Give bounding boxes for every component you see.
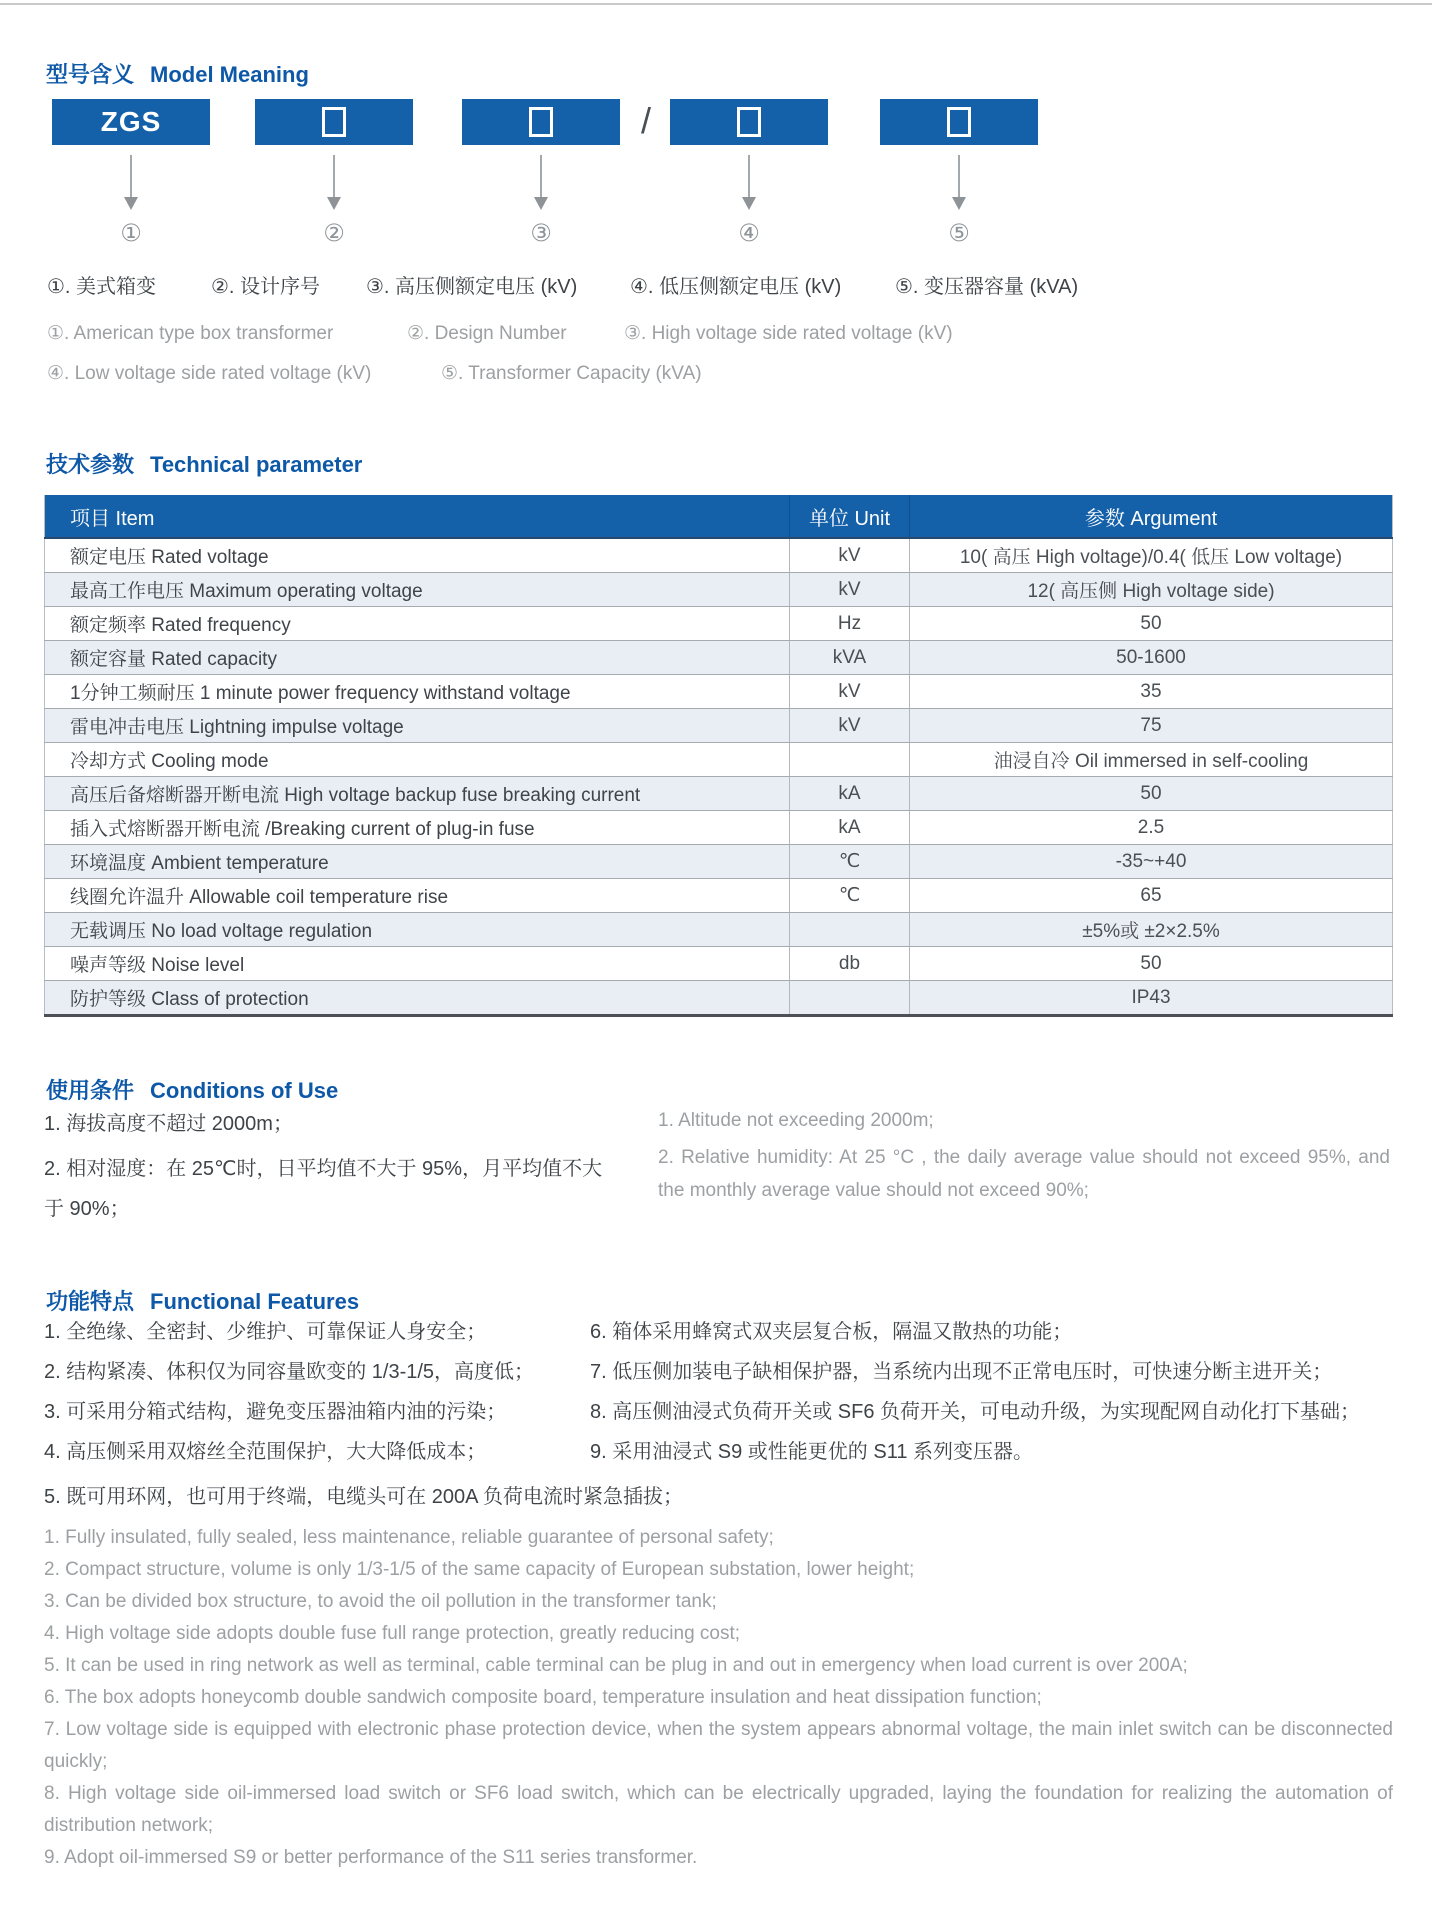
circled-number-5: ⑤ [948, 220, 970, 247]
technical-parameter-table [44, 495, 1393, 1017]
cell-item: 额定容量 Rated capacity [45, 641, 790, 675]
cell-argument: IP43 [910, 981, 1393, 1016]
table-row [45, 947, 1393, 981]
cell-argument: -35~+40 [910, 845, 1393, 879]
placeholder-box-icon [322, 107, 346, 137]
feature-item-cn: 4. 高压侧采用双熔丝全范围保护，大大降低成本； [44, 1441, 487, 1463]
cell-argument: 2.5 [910, 811, 1393, 845]
circled-number-4: ④ [738, 220, 760, 247]
model-label-en-5: ⑤. Transformer Capacity (kVA) [441, 363, 702, 384]
cell-unit: Hz [790, 607, 910, 641]
table-row [45, 743, 1393, 777]
table-row [45, 777, 1393, 811]
model-label-en-4: ④. Low voltage side rated voltage (kV) [47, 363, 372, 384]
feature-item-en: 6. The box adopts honeycomb double sandwich composite board, temperature insulation and heat dissipation function; [44, 1687, 1042, 1708]
model-label-cn-4: ④. 低压侧额定电压 (kV) [630, 276, 842, 298]
section-title-model-meaning [46, 58, 309, 89]
cell-item: 额定电压 Rated voltage [45, 538, 790, 573]
table-row [45, 845, 1393, 879]
model-label-cn-5: ⑤. 变压器容量 (kVA) [895, 276, 1079, 298]
cell-argument: ±5%或 ±2×2.5% [910, 913, 1393, 947]
section-title-conditions-of-use [46, 1074, 338, 1105]
table-row [45, 811, 1393, 845]
features-list-en [44, 1522, 1393, 1874]
features-list-cn-left [44, 1312, 589, 1472]
column-header-argument: 参数 Argument [910, 495, 1393, 538]
cell-item: 线圈允许温升 Allowable coil temperature rise [45, 879, 790, 913]
section-title-cn: 技术参数 [46, 452, 135, 478]
cell-argument: 50-1600 [910, 641, 1393, 675]
feature-item-cn: 6. 箱体采用蜂窝式双夹层复合板，隔温又散热的功能； [590, 1321, 1073, 1343]
cell-unit [790, 981, 910, 1016]
condition-item-en: 2. Relative humidity: At 25 °C , the daily average value should not exceed 95%, and the monthly average value should not exceed 90%; [658, 1147, 1390, 1201]
cell-item: 高压后备熔断器开断电流 High voltage backup fuse breaking current [45, 777, 790, 811]
section-title-cn: 型号含义 [46, 62, 135, 88]
column-header-unit: 单位 Unit [790, 495, 910, 538]
cell-item: 无载调压 No load voltage regulation [45, 913, 790, 947]
cell-argument: 12( 高压侧 High voltage side) [910, 573, 1393, 607]
condition-item-cn: 1. 海拔高度不超过 2000m； [44, 1113, 293, 1135]
down-arrow-icon [534, 155, 548, 210]
cell-argument: 50 [910, 607, 1393, 641]
cell-unit: kV [790, 573, 910, 607]
cell-item: 1分钟工频耐压 1 minute power frequency withstand voltage [45, 675, 790, 709]
table-row [45, 538, 1393, 573]
section-title-en: Functional Features [150, 1289, 360, 1315]
placeholder-box-icon [529, 107, 553, 137]
cell-argument: 75 [910, 709, 1393, 743]
model-box-4 [670, 99, 828, 145]
model-box-2 [255, 99, 413, 145]
cell-argument: 50 [910, 777, 1393, 811]
model-label-cn-1: ①. 美式箱变 [47, 276, 157, 298]
feature-item-en: 4. High voltage side adopts double fuse full range protection, greatly reducing cost; [44, 1623, 741, 1644]
table-row [45, 879, 1393, 913]
condition-item-en: 1. Altitude not exceeding 2000m; [658, 1110, 934, 1131]
cell-unit: kA [790, 777, 910, 811]
down-arrow-icon [327, 155, 341, 210]
model-label-en-1: ①. American type box transformer [47, 323, 334, 344]
features-list-cn-right [590, 1312, 1393, 1472]
feature-item-cn: 9. 采用油浸式 S9 或性能更优的 S11 系列变压器。 [590, 1441, 1034, 1463]
cell-argument: 65 [910, 879, 1393, 913]
table-header [45, 495, 1393, 538]
cell-argument: 10( 高压 High voltage)/0.4( 低压 Low voltage) [910, 538, 1393, 573]
feature-item-en: 7. Low voltage side is equipped with electronic phase protection device, when the system appears abnormal voltage, the main inlet switch can be disconnected quickly; [44, 1719, 1393, 1772]
placeholder-box-icon [947, 107, 971, 137]
conditions-list-en [658, 1104, 1390, 1211]
cell-unit: ℃ [790, 879, 910, 913]
table-header-row [45, 495, 1393, 538]
feature-item-cn: 1. 全绝缘、全密封、少维护、可靠保证人身安全； [44, 1321, 487, 1343]
top-divider [0, 3, 1432, 5]
down-arrow-icon [742, 155, 756, 210]
cell-unit: kVA [790, 641, 910, 675]
feature-item-en: 2. Compact structure, volume is only 1/3-1/5 of the same capacity of European substation, lower height; [44, 1559, 915, 1580]
section-title-cn: 使用条件 [46, 1078, 135, 1104]
feature-item-cn-full: 5. 既可用环网，也可用于终端，电缆头可在 200A 负荷电流时紧急插拔； [44, 1486, 683, 1508]
placeholder-box-icon [737, 107, 761, 137]
cell-item: 额定频率 Rated frequency [45, 607, 790, 641]
table-row [45, 607, 1393, 641]
circled-number-3: ③ [530, 220, 552, 247]
model-label-cn-3: ③. 高压侧额定电压 (kV) [366, 276, 578, 298]
feature-item-en: 3. Can be divided box structure, to avoid the oil pollution in the transformer tank; [44, 1591, 717, 1612]
circled-number-2: ② [323, 220, 345, 247]
section-title-en: Conditions of Use [150, 1078, 339, 1104]
section-title-en: Technical parameter [150, 452, 363, 478]
model-label-en-3: ③. High voltage side rated voltage (kV) [624, 323, 953, 344]
table-row [45, 981, 1393, 1016]
cell-argument: 35 [910, 675, 1393, 709]
model-slash: / [640, 100, 651, 141]
section-title-en: Model Meaning [150, 62, 309, 88]
section-title-cn: 功能特点 [46, 1289, 135, 1315]
cell-unit: ℃ [790, 845, 910, 879]
circled-number-1: ① [120, 220, 142, 247]
feature-item-en: 5. It can be used in ring network as well as terminal, cable terminal can be plug in and out in emergency when load current is over 200A; [44, 1655, 1188, 1676]
cell-item: 插入式熔断器开断电流 /Breaking current of plug-in fuse [45, 811, 790, 845]
model-label-cn-2: ②. 设计序号 [211, 276, 321, 298]
cell-unit: db [790, 947, 910, 981]
cell-item: 最高工作电压 Maximum operating voltage [45, 573, 790, 607]
feature-item-en: 1. Fully insulated, fully sealed, less maintenance, reliable guarantee of personal safety; [44, 1527, 774, 1548]
feature-item-cn: 3. 可采用分箱式结构，避免变压器油箱内油的污染； [44, 1401, 507, 1423]
cell-item: 冷却方式 Cooling mode [45, 743, 790, 777]
model-box-5 [880, 99, 1038, 145]
cell-unit: kV [790, 675, 910, 709]
feature-item-en: 9. Adopt oil-immersed S9 or better performance of the S11 series transformer. [44, 1847, 698, 1868]
feature-item-cn: 7. 低压侧加装电子缺相保护器，当系统内出现不正常电压时，可快速分断主进开关； [590, 1361, 1333, 1383]
model-label-en-2: ②. Design Number [407, 323, 567, 344]
cell-argument: 50 [910, 947, 1393, 981]
condition-item-cn: 2. 相对湿度：在 25℃时，日平均值不大于 95%，月平均值不大于 90%； [44, 1158, 603, 1220]
cell-unit: kV [790, 709, 910, 743]
down-arrow-icon [952, 155, 966, 210]
model-box-prefix [52, 99, 210, 145]
down-arrow-icon [124, 155, 138, 210]
table-row [45, 709, 1393, 743]
model-box-3 [462, 99, 620, 145]
section-title-technical-parameter [46, 448, 362, 479]
cell-unit [790, 743, 910, 777]
cell-item: 雷电冲击电压 Lightning impulse voltage [45, 709, 790, 743]
conditions-list-cn [44, 1104, 619, 1234]
feature-item-en: 8. High voltage side oil-immersed load switch or SF6 load switch, which can be electrically upgraded, laying the foundation for realizing the automation of distribution network; [44, 1783, 1393, 1836]
table-row [45, 913, 1393, 947]
cell-item: 噪声等级 Noise level [45, 947, 790, 981]
cell-unit: kV [790, 538, 910, 573]
model-prefix-label: ZGS [100, 106, 162, 137]
cell-unit: kA [790, 811, 910, 845]
feature-item-cn: 2. 结构紧凑、体积仅为同容量欧变的 1/3-1/5，高度低； [44, 1361, 535, 1383]
table-row [45, 573, 1393, 607]
column-header-item: 项目 Item [45, 495, 790, 538]
cell-argument: 油浸自冷 Oil immersed in self-cooling [910, 743, 1393, 777]
feature-item-cn: 8. 高压侧油浸式负荷开关或 SF6 负荷开关，可电动升级，为实现配网自动化打下基础； [590, 1401, 1361, 1423]
table-row [45, 675, 1393, 709]
cell-unit [790, 913, 910, 947]
cell-item: 防护等级 Class of protection [45, 981, 790, 1016]
cell-item: 环境温度 Ambient temperature [45, 845, 790, 879]
table-row [45, 641, 1393, 675]
